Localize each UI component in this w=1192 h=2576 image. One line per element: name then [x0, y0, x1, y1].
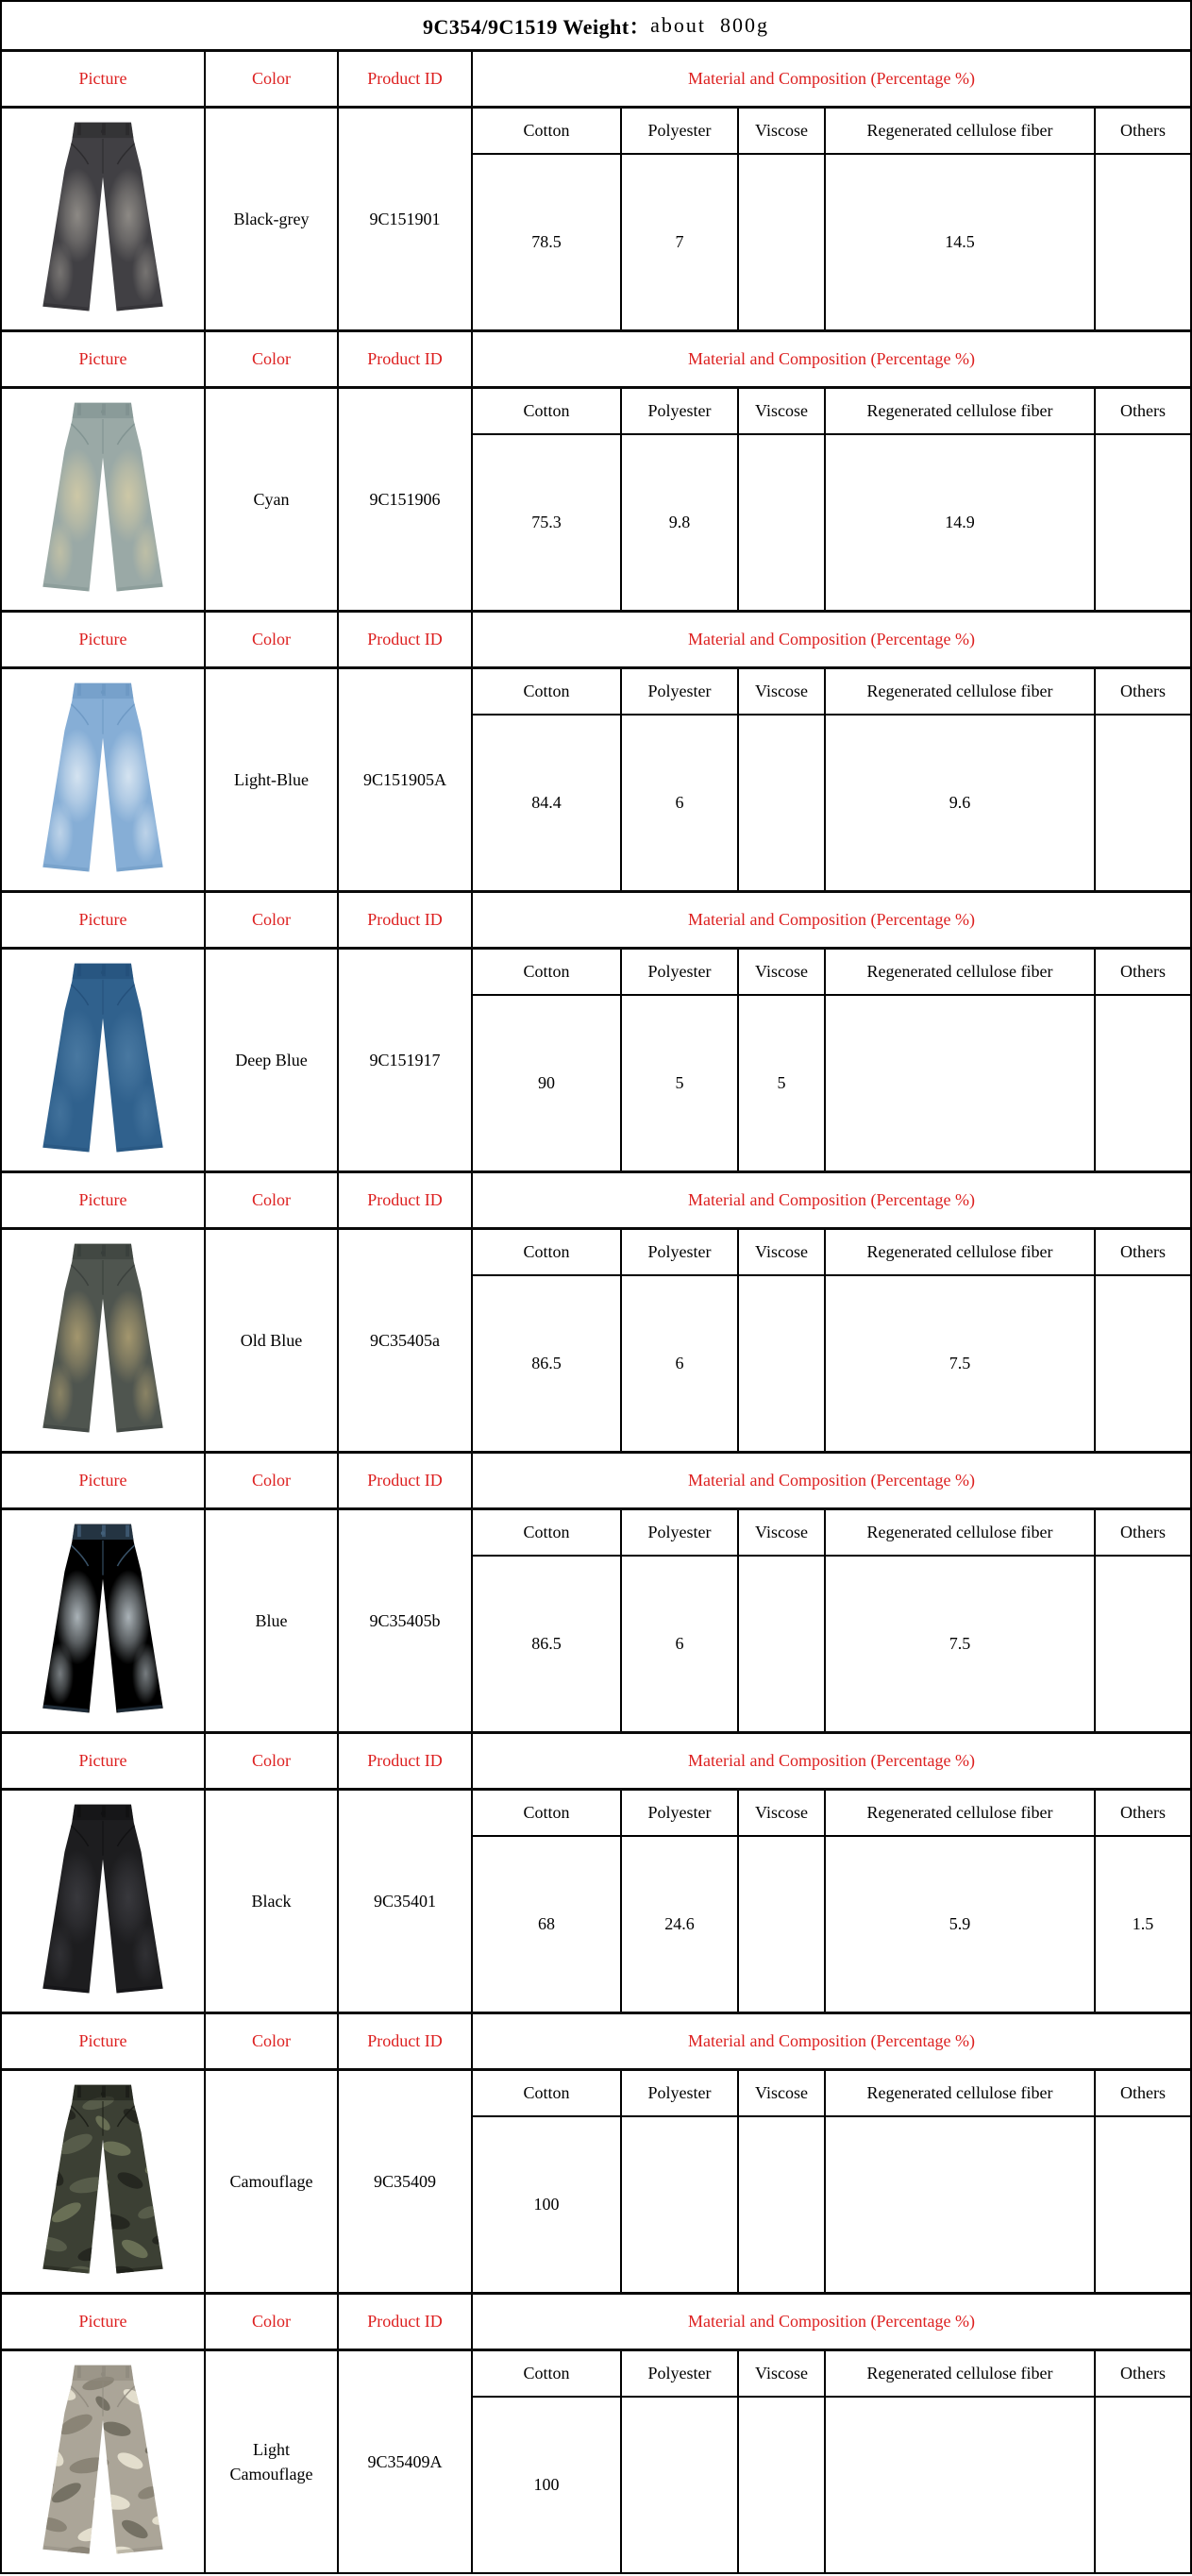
- material-value-regenerated-cellulose-fiber: 9.6: [826, 716, 1096, 890]
- material-value-cotton: 100: [473, 2398, 622, 2572]
- column-header-picture: Picture: [2, 332, 206, 386]
- document-title: [2, 2, 1190, 52]
- column-header-material: Material and Composition (Percentage %): [688, 1751, 975, 1770]
- column-header-picture: Picture: [2, 1734, 206, 1788]
- product-picture-cell: [2, 389, 206, 610]
- material-value-viscose: [739, 1837, 826, 2012]
- material-value-polyester: 5: [622, 996, 739, 1170]
- material-header-polyester: Polyester: [622, 950, 739, 994]
- material-header-regenerated-cellulose-fiber: Regenerated cellulose fiber: [826, 1230, 1096, 1274]
- material-header-regenerated-cellulose-fiber: Regenerated cellulose fiber: [826, 669, 1096, 714]
- material-header-viscose: Viscose: [739, 389, 826, 433]
- material-value-regenerated-cellulose-fiber: 5.9: [826, 1837, 1096, 2012]
- material-value-row: [473, 1837, 1190, 2012]
- column-header-picture: Picture: [2, 1454, 206, 1507]
- product-picture-cell: [2, 950, 206, 1170]
- material-header-others: Others: [1120, 121, 1166, 140]
- material-value-regenerated-cellulose-fiber: 14.9: [826, 435, 1096, 610]
- material-composition: [473, 2071, 1190, 2292]
- material-value-others: [1096, 996, 1190, 1170]
- product-id: 9C151906: [339, 389, 473, 610]
- material-header-polyester: Polyester: [622, 2071, 739, 2115]
- material-value-others: [1096, 155, 1190, 329]
- section-header-row: [2, 2295, 1190, 2351]
- product-id: 9C151901: [339, 109, 473, 329]
- jeans-image: [25, 674, 181, 885]
- product-section: [2, 1454, 1190, 1734]
- material-header-cotton: Cotton: [473, 1230, 622, 1274]
- product-color: Cyan: [206, 389, 339, 610]
- material-value-regenerated-cellulose-fiber: [826, 996, 1096, 1170]
- product-row: [2, 1230, 1190, 1454]
- material-header-viscose: Viscose: [739, 2071, 826, 2115]
- material-header-row: [473, 389, 1190, 435]
- material-value-others: [1096, 716, 1190, 890]
- material-composition: [473, 1791, 1190, 2012]
- material-header-cotton: Cotton: [473, 669, 622, 714]
- product-section: [2, 52, 1190, 332]
- material-value-others: [1096, 1557, 1190, 1731]
- column-header-product-id: Product ID: [339, 2014, 473, 2068]
- product-color: Camouflage: [206, 2071, 339, 2292]
- material-header-cotton: Cotton: [473, 2071, 622, 2115]
- material-value-cotton: 84.4: [473, 716, 622, 890]
- material-header-others: Others: [1120, 962, 1166, 981]
- section-header-row: [2, 1173, 1190, 1230]
- material-value-polyester: [622, 2398, 739, 2572]
- product-row: [2, 389, 1190, 613]
- product-color: Light Camouflage: [206, 2351, 339, 2572]
- material-value-viscose: 5: [739, 996, 826, 1170]
- column-header-material: Material and Composition (Percentage %): [688, 1190, 975, 1209]
- material-header-others: Others: [1120, 1242, 1166, 1261]
- column-header-color: Color: [206, 1734, 339, 1788]
- column-header-picture: Picture: [2, 52, 206, 106]
- material-value-row: [473, 2117, 1190, 2292]
- material-composition: [473, 109, 1190, 329]
- material-header-polyester: Polyester: [622, 1791, 739, 1835]
- column-header-material: Material and Composition (Percentage %): [688, 2031, 975, 2050]
- material-header-polyester: Polyester: [622, 669, 739, 714]
- material-value-others: 1.5: [1132, 1914, 1154, 1933]
- material-value-viscose: [739, 1276, 826, 1451]
- material-value-others: [1096, 435, 1190, 610]
- product-section: [2, 613, 1190, 893]
- material-value-viscose: [739, 2117, 826, 2292]
- material-header-viscose: Viscose: [739, 1510, 826, 1555]
- section-header-row: [2, 52, 1190, 109]
- material-header-others: Others: [1120, 1803, 1166, 1822]
- jeans-image: [25, 394, 181, 605]
- product-picture-cell: [2, 1791, 206, 2012]
- column-header-material: Material and Composition (Percentage %): [688, 910, 975, 929]
- column-header-picture: Picture: [2, 613, 206, 666]
- product-section: [2, 2014, 1190, 2295]
- material-header-viscose: Viscose: [739, 669, 826, 714]
- material-value-row: [473, 435, 1190, 610]
- column-header-product-id: Product ID: [339, 1173, 473, 1227]
- material-header-others: Others: [1120, 401, 1166, 420]
- jeans-image: [25, 954, 181, 1166]
- material-header-regenerated-cellulose-fiber: Regenerated cellulose fiber: [826, 1791, 1096, 1835]
- material-header-others: Others: [1120, 2083, 1166, 2102]
- material-value-regenerated-cellulose-fiber: 14.5: [826, 155, 1096, 329]
- material-header-row: [473, 669, 1190, 716]
- material-header-others: Others: [1120, 2364, 1166, 2382]
- column-header-material: Material and Composition (Percentage %): [688, 1471, 975, 1490]
- material-header-cotton: Cotton: [473, 1510, 622, 1555]
- product-section: [2, 332, 1190, 613]
- material-value-row: [473, 1276, 1190, 1451]
- column-header-material: Material and Composition (Percentage %): [688, 2312, 975, 2331]
- material-header-regenerated-cellulose-fiber: Regenerated cellulose fiber: [826, 2071, 1096, 2115]
- material-header-viscose: Viscose: [739, 1791, 826, 1835]
- column-header-product-id: Product ID: [339, 2295, 473, 2349]
- material-composition: [473, 669, 1190, 890]
- material-header-row: [473, 2351, 1190, 2398]
- material-composition: [473, 2351, 1190, 2572]
- material-value-row: [473, 155, 1190, 329]
- column-header-color: Color: [206, 1454, 339, 1507]
- product-color: Light-Blue: [206, 669, 339, 890]
- material-header-regenerated-cellulose-fiber: Regenerated cellulose fiber: [826, 1510, 1096, 1555]
- material-composition: [473, 950, 1190, 1170]
- column-header-material: Material and Composition (Percentage %): [688, 630, 975, 648]
- material-value-row: [473, 1557, 1190, 1731]
- section-header-row: [2, 893, 1190, 950]
- material-header-regenerated-cellulose-fiber: Regenerated cellulose fiber: [826, 389, 1096, 433]
- material-value-polyester: 7: [622, 155, 739, 329]
- material-value-regenerated-cellulose-fiber: 7.5: [826, 1276, 1096, 1451]
- material-header-cotton: Cotton: [473, 109, 622, 153]
- product-picture-cell: [2, 2071, 206, 2292]
- material-value-viscose: [739, 155, 826, 329]
- column-header-color: Color: [206, 1173, 339, 1227]
- material-header-polyester: Polyester: [622, 1230, 739, 1274]
- column-header-product-id: Product ID: [339, 613, 473, 666]
- product-row: [2, 109, 1190, 332]
- material-header-viscose: Viscose: [739, 950, 826, 994]
- material-header-row: [473, 1510, 1190, 1557]
- material-value-regenerated-cellulose-fiber: [826, 2117, 1096, 2292]
- material-value-cotton: 90: [473, 996, 622, 1170]
- material-header-cotton: Cotton: [473, 389, 622, 433]
- title-prefix: 9C354/9C1519 Weight：: [422, 14, 651, 39]
- column-header-material: Material and Composition (Percentage %): [688, 69, 975, 88]
- column-header-picture: Picture: [2, 2014, 206, 2068]
- product-id: 9C151917: [339, 950, 473, 1170]
- material-value-polyester: 6: [622, 716, 739, 890]
- product-section: [2, 1734, 1190, 2014]
- jeans-image: [25, 1515, 181, 1726]
- product-picture-cell: [2, 1510, 206, 1731]
- column-header-product-id: Product ID: [339, 1734, 473, 1788]
- jeans-image: [25, 1235, 181, 1446]
- title-suffix: about 800g: [650, 13, 770, 37]
- material-value-polyester: 6: [622, 1557, 739, 1731]
- jeans-image: [25, 2356, 181, 2568]
- product-picture-cell: [2, 2351, 206, 2572]
- material-composition: [473, 1230, 1190, 1451]
- product-row: [2, 2071, 1190, 2295]
- material-header-polyester: Polyester: [622, 389, 739, 433]
- product-color: Deep Blue: [206, 950, 339, 1170]
- product-picture-cell: [2, 669, 206, 890]
- material-value-others: [1096, 2398, 1190, 2572]
- section-header-row: [2, 332, 1190, 389]
- product-row: [2, 669, 1190, 893]
- product-section: [2, 2295, 1190, 2572]
- product-color: Old Blue: [206, 1230, 339, 1451]
- material-value-regenerated-cellulose-fiber: 7.5: [826, 1557, 1096, 1731]
- column-header-color: Color: [206, 613, 339, 666]
- column-header-color: Color: [206, 2014, 339, 2068]
- column-header-picture: Picture: [2, 1173, 206, 1227]
- material-header-others: Others: [1120, 1523, 1166, 1541]
- material-value-polyester: 9.8: [622, 435, 739, 610]
- column-header-color: Color: [206, 52, 339, 106]
- product-id: 9C151905A: [339, 669, 473, 890]
- product-row: [2, 1791, 1190, 2014]
- material-header-row: [473, 950, 1190, 996]
- material-value-regenerated-cellulose-fiber: [826, 2398, 1096, 2572]
- material-value-viscose: [739, 716, 826, 890]
- material-value-cotton: 75.3: [473, 435, 622, 610]
- column-header-color: Color: [206, 893, 339, 947]
- column-header-picture: Picture: [2, 893, 206, 947]
- material-header-row: [473, 2071, 1190, 2117]
- product-id: 9C35409A: [339, 2351, 473, 2572]
- material-header-row: [473, 1791, 1190, 1837]
- column-header-product-id: Product ID: [339, 893, 473, 947]
- material-value-cotton: 100: [473, 2117, 622, 2292]
- product-id: 9C35401: [339, 1791, 473, 2012]
- material-value-polyester: 24.6: [622, 1837, 739, 2012]
- section-header-row: [2, 1454, 1190, 1510]
- product-color: Blue: [206, 1510, 339, 1731]
- material-value-row: [473, 996, 1190, 1170]
- material-header-row: [473, 1230, 1190, 1276]
- jeans-image: [25, 2076, 181, 2287]
- material-header-polyester: Polyester: [622, 109, 739, 153]
- column-header-color: Color: [206, 2295, 339, 2349]
- material-composition: [473, 389, 1190, 610]
- product-color: Black: [206, 1791, 339, 2012]
- product-picture-cell: [2, 109, 206, 329]
- material-value-cotton: 68: [473, 1837, 622, 2012]
- material-header-polyester: Polyester: [622, 2351, 739, 2396]
- column-header-material: Material and Composition (Percentage %): [688, 349, 975, 368]
- material-value-polyester: 6: [622, 1276, 739, 1451]
- product-picture-cell: [2, 1230, 206, 1451]
- material-header-row: [473, 109, 1190, 155]
- jeans-image: [25, 1795, 181, 2007]
- column-header-picture: Picture: [2, 2295, 206, 2349]
- material-value-row: [473, 716, 1190, 890]
- product-row: [2, 1510, 1190, 1734]
- material-header-cotton: Cotton: [473, 2351, 622, 2396]
- material-value-row: [473, 2398, 1190, 2572]
- material-header-regenerated-cellulose-fiber: Regenerated cellulose fiber: [826, 2351, 1096, 2396]
- product-id: 9C35405b: [339, 1510, 473, 1731]
- material-value-viscose: [739, 435, 826, 610]
- column-header-product-id: Product ID: [339, 332, 473, 386]
- material-header-regenerated-cellulose-fiber: Regenerated cellulose fiber: [826, 109, 1096, 153]
- product-id: 9C35405a: [339, 1230, 473, 1451]
- material-header-cotton: Cotton: [473, 950, 622, 994]
- column-header-product-id: Product ID: [339, 52, 473, 106]
- material-value-others: [1096, 1276, 1190, 1451]
- product-color: Black-grey: [206, 109, 339, 329]
- material-value-polyester: [622, 2117, 739, 2292]
- material-composition: [473, 1510, 1190, 1731]
- section-header-row: [2, 1734, 1190, 1791]
- product-section: [2, 893, 1190, 1173]
- material-header-regenerated-cellulose-fiber: Regenerated cellulose fiber: [826, 950, 1096, 994]
- sections-container: [2, 52, 1190, 2572]
- material-header-viscose: Viscose: [739, 109, 826, 153]
- material-value-cotton: 78.5: [473, 155, 622, 329]
- material-value-cotton: 86.5: [473, 1276, 622, 1451]
- material-header-cotton: Cotton: [473, 1791, 622, 1835]
- material-header-polyester: Polyester: [622, 1510, 739, 1555]
- product-row: [2, 950, 1190, 1173]
- product-section: [2, 1173, 1190, 1454]
- section-header-row: [2, 613, 1190, 669]
- material-value-cotton: 86.5: [473, 1557, 622, 1731]
- jeans-image: [25, 113, 181, 325]
- product-row: [2, 2351, 1190, 2572]
- material-value-others: [1096, 2117, 1190, 2292]
- material-value-viscose: [739, 1557, 826, 1731]
- product-id: 9C35409: [339, 2071, 473, 2292]
- material-header-others: Others: [1120, 682, 1166, 700]
- material-value-viscose: [739, 2398, 826, 2572]
- column-header-color: Color: [206, 332, 339, 386]
- material-header-viscose: Viscose: [739, 1230, 826, 1274]
- material-header-viscose: Viscose: [739, 2351, 826, 2396]
- section-header-row: [2, 2014, 1190, 2071]
- column-header-product-id: Product ID: [339, 1454, 473, 1507]
